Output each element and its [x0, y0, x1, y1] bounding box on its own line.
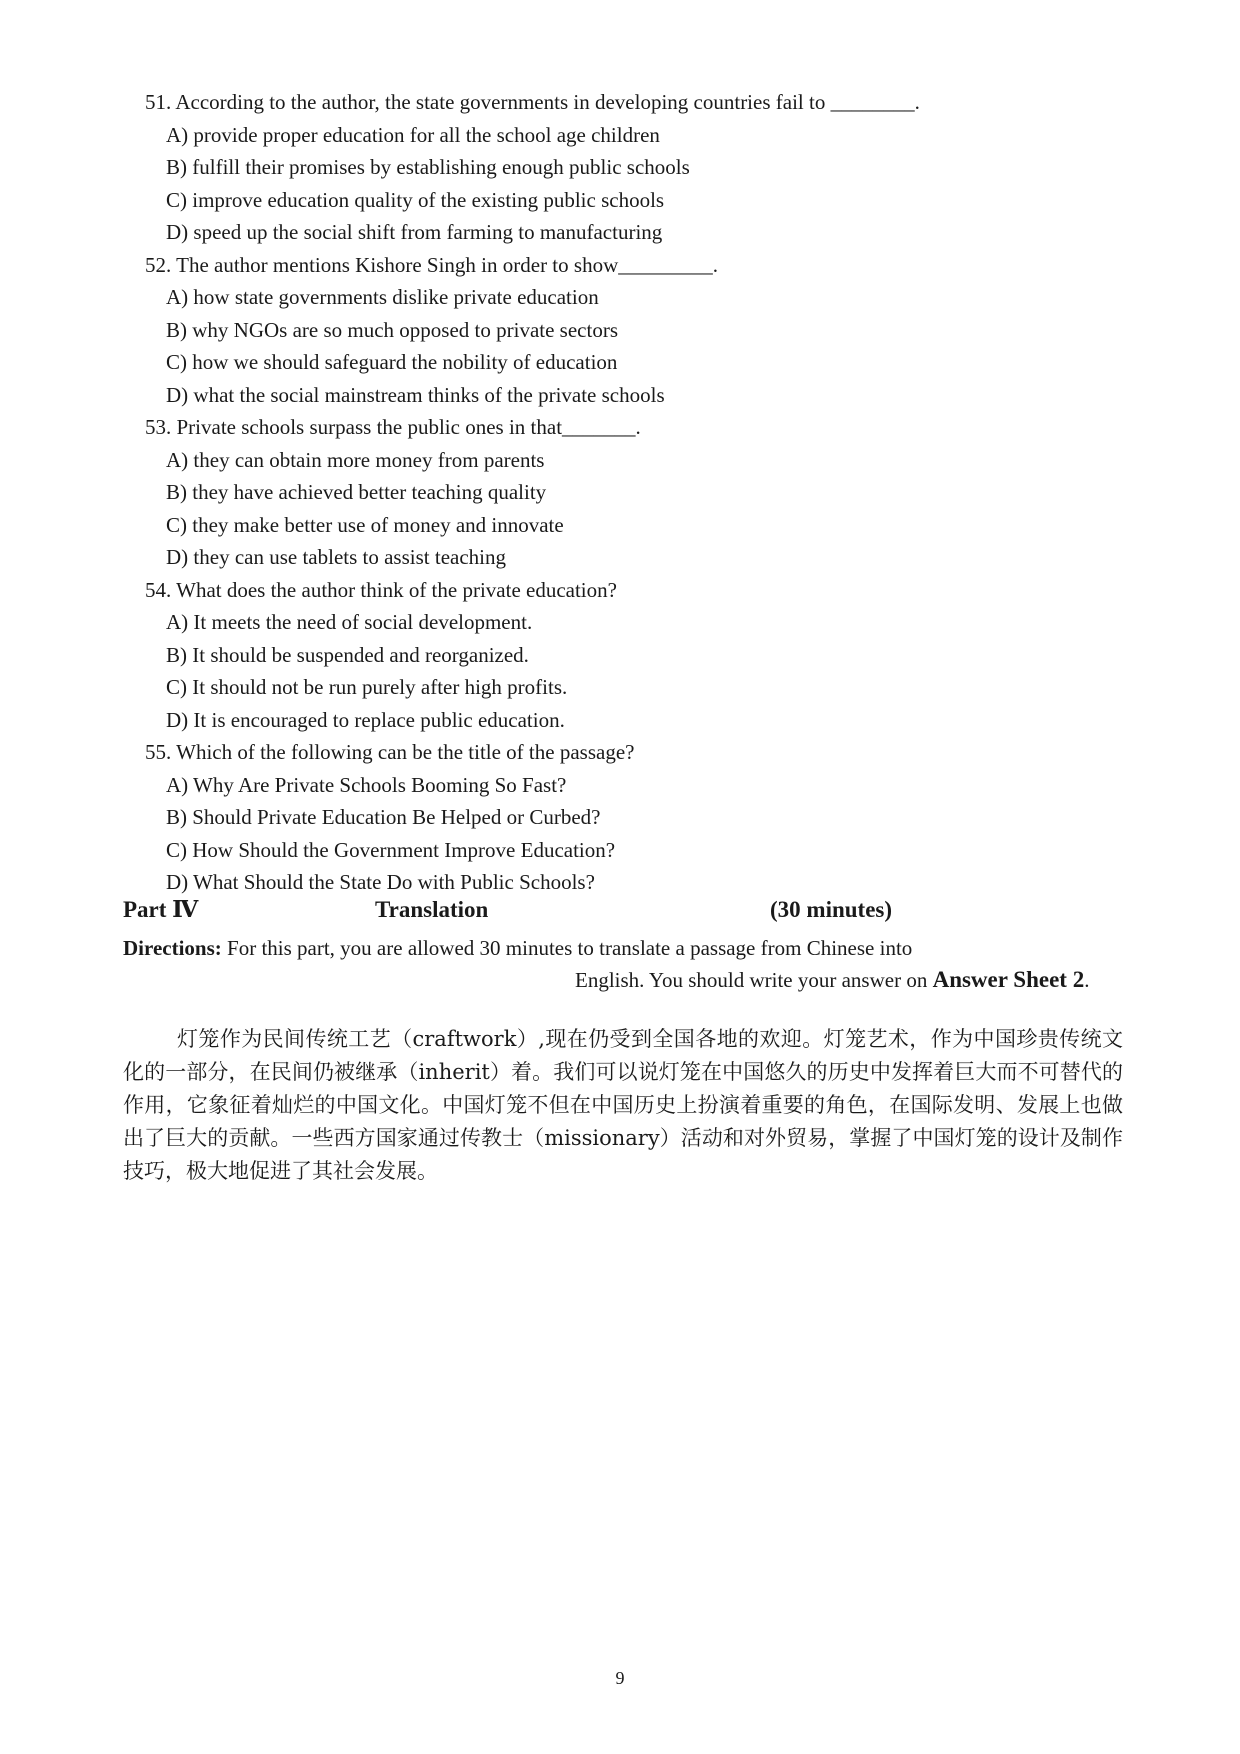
answer-option [0, 476, 1240, 509]
q53-option-b: B) they have achieved better teaching quality [166, 480, 547, 504]
answer-option [0, 444, 1240, 477]
answer-option [0, 119, 1240, 152]
directions-period: . [1084, 968, 1090, 992]
directions-line-1 [123, 932, 912, 964]
question-stem [0, 411, 1240, 444]
q52-option-a: A) how state governments dislike private education [166, 285, 599, 309]
answer-option [0, 509, 1240, 542]
q54-option-a: A) It meets the need of social development. [166, 610, 533, 634]
answer-option [0, 379, 1240, 412]
q51-option-d: D) speed up the social shift from farming to manufacturing [166, 220, 663, 244]
question-51-stem: 51. According to the author, the state governments in developing countries fail to ________. [145, 90, 920, 114]
directions-text-2: English. You should write your answer on [575, 968, 933, 992]
answer-option [0, 541, 1240, 574]
question-stem [0, 249, 1240, 282]
q53-option-d: D) they can use tablets to assist teaching [166, 545, 506, 569]
question-stem [0, 736, 1240, 769]
q55-option-d: D) What Should the State Do with Public Schools? [166, 870, 595, 894]
answer-option [0, 346, 1240, 379]
answer-option [0, 769, 1240, 802]
answer-option [0, 314, 1240, 347]
part-label: Part Ⅳ [123, 897, 199, 922]
q55-option-c: C) How Should the Government Improve Education? [166, 837, 616, 862]
part-title: Translation [375, 897, 489, 922]
question-52-stem: 52. The author mentions Kishore Singh in order to show_________. [145, 252, 718, 277]
answer-option [0, 281, 1240, 314]
answer-option [0, 704, 1240, 737]
q52-option-c: C) how we should safeguard the nobility of education [166, 350, 618, 374]
answer-option [0, 606, 1240, 639]
directions-line-2 [575, 963, 1089, 997]
question-54-stem: 54. What does the author think of the private education? [145, 577, 617, 602]
question-stem [0, 574, 1240, 607]
question-list [0, 86, 1240, 899]
answer-option [0, 151, 1240, 184]
page-number: 9 [615, 1668, 625, 1688]
question-stem [0, 86, 1240, 119]
directions-label: Directions: [123, 936, 222, 960]
q51-option-a: A) provide proper education for all the school age children [166, 122, 660, 147]
part-time: (30 minutes) [770, 897, 893, 922]
answer-option [0, 639, 1240, 672]
answer-sheet-label: Answer Sheet 2 [932, 967, 1085, 992]
q54-option-d: D) It is encouraged to replace public education. [166, 707, 565, 732]
directions-text: For this part, you are allowed 30 minutes to translate a passage from Chinese into [221, 936, 913, 960]
q52-option-b: B) why NGOs are so much opposed to private sectors [166, 317, 618, 342]
q54-option-b: B) It should be suspended and reorganized. [166, 642, 529, 667]
q51-option-b: B) fulfill their promises by establishing enough public schools [166, 155, 690, 179]
answer-option [0, 216, 1240, 249]
answer-option [0, 184, 1240, 217]
q55-option-a: A) Why Are Private Schools Booming So Fast? [166, 772, 567, 797]
answer-option [0, 671, 1240, 704]
part-heading [0, 892, 1240, 928]
translation-passage: 灯笼作为民间传统工艺（craftwork）,现在仍受到全国各地的欢迎。灯笼艺术，作为中国珍贵传统文化的一部分，在民间仍被继承（inherit）着。我们可以说灯笼在中国悠久的历史中发挥着巨大而不可替代的作用，它象征着灿烂的中国文化。中国灯笼不但在中国历史上扮演着重要的角色，在国际发明、发展上也做出了巨大的贡献。一些西方国家通过传教士（missionary）活动和对外贸易，掌握了中国灯笼的设计及制作技巧，极大地促进了其社会发展。 [123, 1027, 1123, 1183]
q51-option-c: C) improve education quality of the existing public schools [166, 187, 665, 212]
answer-option [0, 834, 1240, 867]
q53-option-a: A) they can obtain more money from parents [166, 447, 545, 472]
question-55-stem: 55. Which of the following can be the title of the passage? [145, 740, 635, 764]
answer-option [0, 801, 1240, 834]
question-53-stem: 53. Private schools surpass the public ones in that_______. [145, 415, 641, 439]
q53-option-c: C) they make better use of money and innovate [166, 512, 564, 537]
q54-option-c: C) It should not be run purely after high profits. [166, 675, 568, 699]
q55-option-b: B) Should Private Education Be Helped or Curbed? [166, 805, 601, 829]
q52-option-d: D) what the social mainstream thinks of the private schools [166, 382, 665, 407]
